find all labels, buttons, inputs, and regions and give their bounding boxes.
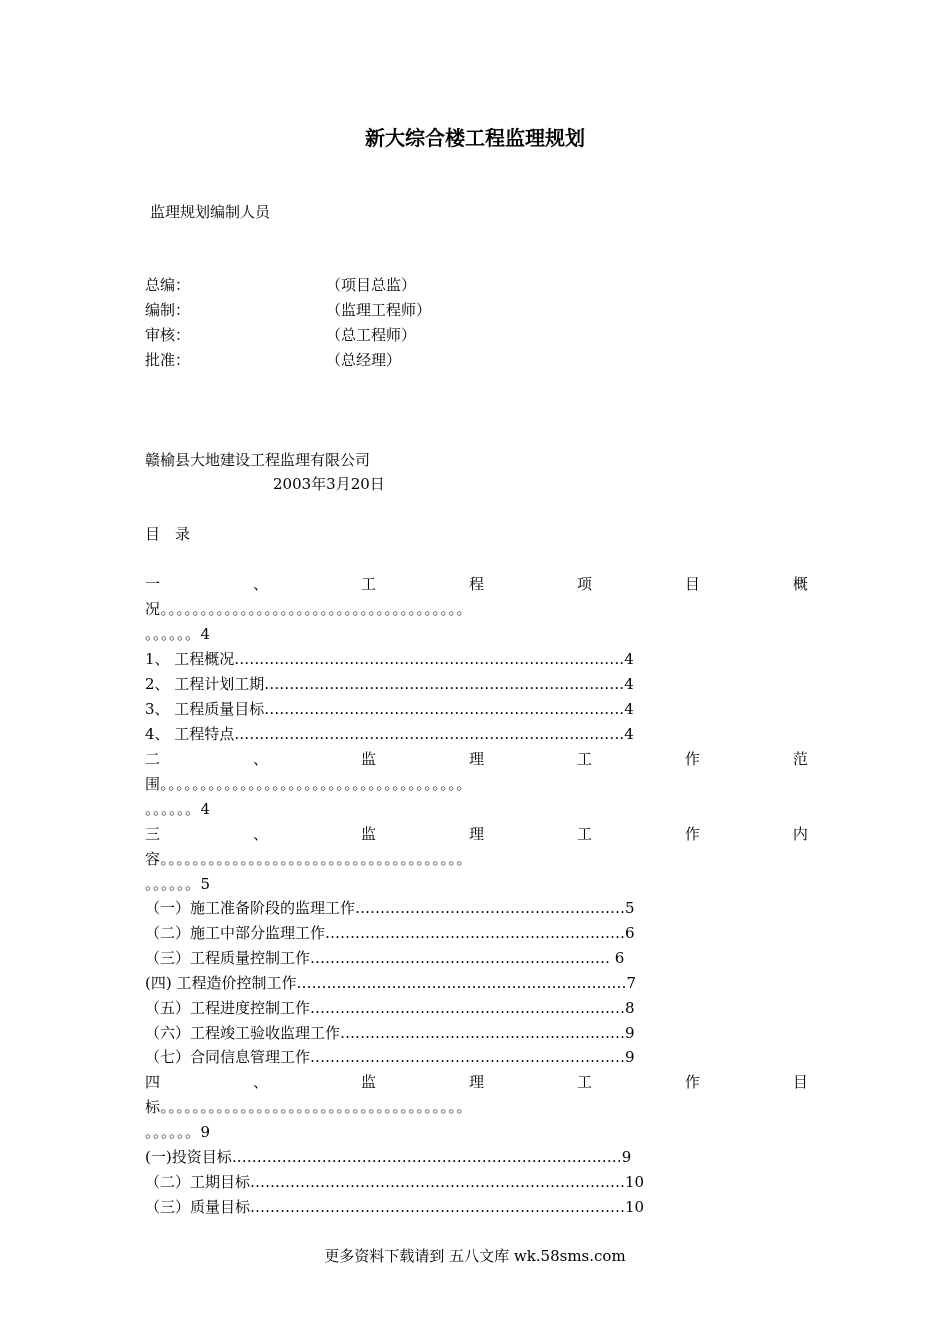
toc-char: 工 <box>576 1073 592 1091</box>
staff-heading: 监理规划编制人员 <box>150 203 271 221</box>
staff-role: 编制： <box>145 301 191 319</box>
toc-leader-line: 。。。。。。4 <box>145 800 211 818</box>
toc-char: 程 <box>468 575 484 593</box>
toc-char: 监 <box>360 750 376 768</box>
toc-char: 理 <box>468 825 484 843</box>
toc-char: 四 <box>145 1073 161 1091</box>
toc-item[interactable]: 1、 工程概况……………………………………………………………………4 <box>145 650 634 668</box>
toc-item[interactable]: （一）施工准备阶段的监理工作………………………………………………5 <box>145 899 635 917</box>
document-title: 新大综合楼工程监理规划 <box>365 126 585 150</box>
toc-item[interactable]: (一)投资目标……………………………………………………………………9 <box>145 1148 632 1166</box>
toc-item[interactable]: 2、 工程计划工期………………………………………………………………4 <box>145 675 634 693</box>
toc-leader-line: 。。。。。。5 <box>145 875 211 893</box>
toc-char: 工 <box>576 825 592 843</box>
toc-char: 作 <box>684 825 700 843</box>
toc-char: 理 <box>468 750 484 768</box>
toc-leader-line: 围。。。。。。。。。。。。。。。。。。。。。。。。。。。。。。。。。。。。。。 <box>145 775 473 793</box>
toc-char: 三 <box>145 825 161 843</box>
toc-char: 二 <box>145 750 161 768</box>
staff-role: 总编： <box>145 276 191 294</box>
toc-item[interactable]: （七）合同信息管理工作………………………………………………………9 <box>145 1048 635 1066</box>
toc-char: 工 <box>576 750 592 768</box>
toc-leader-line: 容。。。。。。。。。。。。。。。。。。。。。。。。。。。。。。。。。。。。。。 <box>145 850 473 868</box>
toc-char: 监 <box>360 1073 376 1091</box>
staff-title: （总经理） <box>326 351 402 369</box>
toc-char: 一 <box>145 575 161 593</box>
toc-char: 、 <box>252 825 268 843</box>
staff-role: 审核： <box>145 326 191 344</box>
toc-section-heading[interactable] <box>145 747 808 772</box>
toc-char: 概 <box>792 575 808 593</box>
toc-section-heading[interactable] <box>145 1070 808 1095</box>
toc-item[interactable]: (四) 工程造价控制工作…………………………………………………………7 <box>145 974 637 992</box>
footer-download-link[interactable]: 更多资料下载请到 五八文库 wk.58sms.com <box>324 1247 626 1265</box>
toc-char: 作 <box>684 750 700 768</box>
toc-leader-line: 。。。。。。4 <box>145 625 211 643</box>
staff-title: （总工程师） <box>326 326 417 344</box>
toc-char: 目 <box>792 1073 808 1091</box>
toc-char: 范 <box>792 750 808 768</box>
toc-item[interactable]: 4、 工程特点……………………………………………………………………4 <box>145 725 634 743</box>
toc-char: 目 <box>684 575 700 593</box>
toc-leader-line: 标。。。。。。。。。。。。。。。。。。。。。。。。。。。。。。。。。。。。。。 <box>145 1098 473 1116</box>
toc-item[interactable]: （三）质量目标…………………………………………………………………10 <box>145 1198 645 1216</box>
toc-char: 、 <box>252 1073 268 1091</box>
toc-item[interactable]: （五）工程进度控制工作………………………………………………………8 <box>145 999 635 1017</box>
toc-section-heading[interactable] <box>145 822 808 847</box>
toc-char: 监 <box>360 825 376 843</box>
staff-title: （监理工程师） <box>326 301 432 319</box>
toc-item[interactable]: （六）工程竣工验收监理工作…………………………………………………9 <box>145 1024 635 1042</box>
toc-char: 、 <box>252 575 268 593</box>
toc-char: 项 <box>576 575 592 593</box>
toc-item[interactable]: 3、 工程质量目标………………………………………………………………4 <box>145 700 634 718</box>
toc-char: 、 <box>252 750 268 768</box>
toc-char: 内 <box>792 825 808 843</box>
toc-item[interactable]: （三）工程质量控制工作…………………………………………………… 6 <box>145 949 625 967</box>
toc-char: 工 <box>360 575 376 593</box>
toc-leader-line: 。。。。。。9 <box>145 1123 211 1141</box>
toc-section-heading[interactable] <box>145 572 808 597</box>
staff-role: 批准： <box>145 351 191 369</box>
toc-heading: 目 录 <box>145 525 191 543</box>
document-date: 2003年3月20日 <box>273 475 385 493</box>
staff-title: （项目总监） <box>326 276 417 294</box>
toc-char: 理 <box>468 1073 484 1091</box>
company-name: 赣榆县大地建设工程监理有限公司 <box>145 451 371 469</box>
toc-item[interactable]: （二）施工中部分监理工作……………………………………………………6 <box>145 924 635 942</box>
toc-item[interactable]: （二）工期目标…………………………………………………………………10 <box>145 1173 645 1191</box>
toc-leader-line: 况。。。。。。。。。。。。。。。。。。。。。。。。。。。。。。。。。。。。。。 <box>145 600 473 618</box>
toc-char: 作 <box>684 1073 700 1091</box>
